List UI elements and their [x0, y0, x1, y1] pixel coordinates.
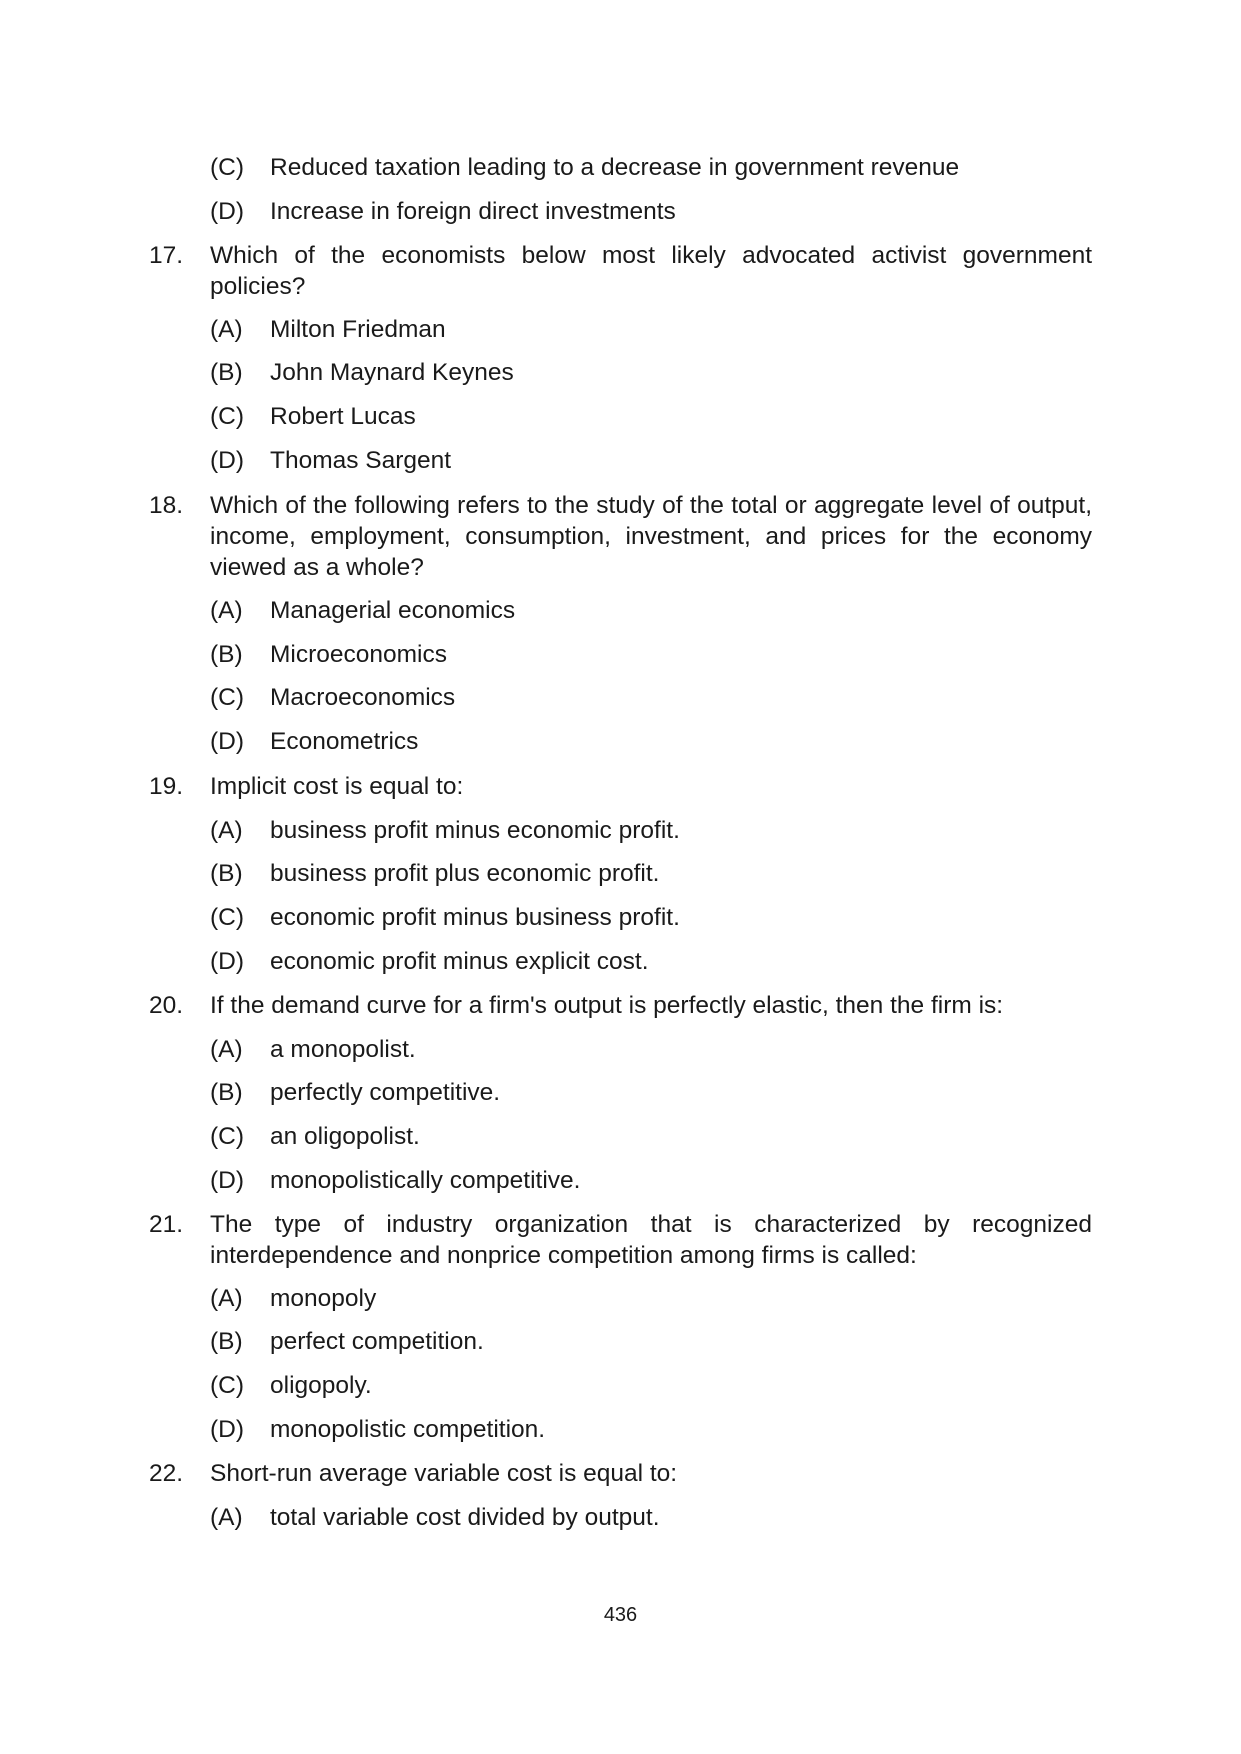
option-text: Increase in foreign direct investments: [270, 198, 676, 225]
question-number: 18.: [149, 492, 184, 519]
option-text: business profit minus economic profit.: [270, 817, 680, 844]
option-label: (C): [210, 684, 245, 711]
question-number: 22.: [149, 1460, 184, 1487]
option-label: (B): [210, 359, 243, 386]
option-label: (D): [210, 1416, 245, 1443]
option-text: Milton Friedman: [270, 316, 446, 343]
option-text: Robert Lucas: [270, 403, 416, 430]
option-text: Thomas Sargent: [270, 447, 452, 474]
option-text: business profit plus economic profit.: [270, 860, 660, 887]
option-label: (A): [210, 1504, 243, 1531]
option-label: (D): [210, 948, 245, 975]
question-text: Which of the economists below most likely advocated activist government policies?: [210, 242, 1092, 300]
question-number: 20.: [149, 992, 184, 1019]
option-label: (C): [210, 904, 245, 931]
option-label: (C): [210, 403, 245, 430]
option-text: an oligopolist.: [270, 1123, 420, 1150]
question-number: 17.: [149, 242, 184, 269]
option-text: perfect competition.: [270, 1328, 484, 1355]
option-text: monopolistic competition.: [270, 1416, 546, 1443]
option-text: economic profit minus business profit.: [270, 904, 680, 931]
question-text: If the demand curve for a firm's output is perfectly elastic, then the firm is:: [210, 992, 1004, 1019]
option-label: (D): [210, 1167, 245, 1194]
option-text: monopolistically competitive.: [270, 1167, 581, 1194]
option-label: (B): [210, 1328, 243, 1355]
option-text: Econometrics: [270, 728, 419, 755]
question-text: Implicit cost is equal to:: [210, 773, 464, 800]
option-text: Managerial economics: [270, 597, 516, 624]
question-number: 19.: [149, 773, 184, 800]
option-text: Macroeconomics: [270, 684, 456, 711]
option-label: (D): [210, 447, 245, 474]
option-label: (C): [210, 1372, 245, 1399]
option-label: (C): [210, 154, 245, 181]
option-text: perfectly competitive.: [270, 1079, 501, 1106]
option-text: a monopolist.: [270, 1036, 416, 1063]
option-label: (C): [210, 1123, 245, 1150]
option-label: (D): [210, 198, 245, 225]
option-label: (B): [210, 860, 243, 887]
question-text: Short-run average variable cost is equal to:: [210, 1460, 678, 1487]
option-label: (A): [210, 1285, 243, 1312]
option-label: (A): [210, 597, 243, 624]
option-label: (B): [210, 1079, 243, 1106]
option-text: total variable cost divided by output.: [270, 1504, 660, 1531]
option-label: (A): [210, 1036, 243, 1063]
option-text: oligopoly.: [270, 1372, 372, 1399]
option-text: John Maynard Keynes: [270, 359, 514, 386]
question-text: Which of the following refers to the study of the total or aggregate level of output, income, employment, consumption, investment, and prices for the economy viewed as a whole?: [210, 492, 1092, 581]
question-text: The type of industry organization that is characterized by recognized interdependence and nonprice competition among firms is called:: [210, 1211, 1092, 1269]
question-number: 21.: [149, 1211, 184, 1238]
page-number: 436: [603, 1604, 638, 1626]
option-text: Microeconomics: [270, 641, 447, 668]
option-label: (A): [210, 817, 243, 844]
option-text: economic profit minus explicit cost.: [270, 948, 649, 975]
option-text: Reduced taxation leading to a decrease in government revenue: [270, 154, 960, 181]
option-label: (B): [210, 641, 243, 668]
option-text: monopoly: [270, 1285, 377, 1312]
option-label: (D): [210, 728, 245, 755]
option-label: (A): [210, 316, 243, 343]
